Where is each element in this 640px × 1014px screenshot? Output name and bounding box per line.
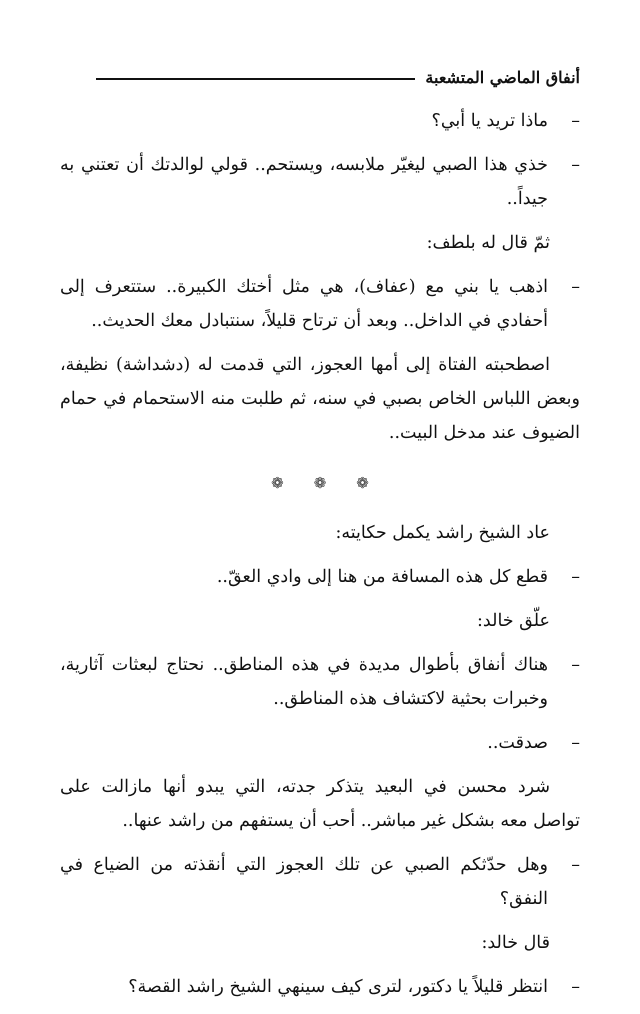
narration-line: عاد الشيخ راشد يكمل حكايته:	[335, 523, 550, 543]
dialogue-dash: –	[571, 567, 580, 587]
dialogue-dash: –	[571, 277, 580, 297]
dialogue-line	[60, 648, 580, 716]
dialogue-dash: –	[571, 977, 580, 997]
page-body	[60, 104, 580, 1014]
dialogue-dash: –	[571, 111, 580, 131]
paragraph: اصطحبته الفتاة إلى أمها العجوز، التي قدمت له (دشداشة) نظيفة، وبعض اللباس الخاص بصبي في سنه، ثم طلبت منه الاستحمام في حمام الضيوف عند مدخل البيت..	[60, 355, 580, 443]
dialogue-text: وهل حدّثكم الصبي عن تلك العجوز التي أنقذته من الضياع في النفق؟	[60, 855, 548, 909]
running-header	[96, 58, 580, 88]
narration-line: قال خالد:	[481, 933, 550, 953]
dialogue-line	[60, 726, 580, 760]
dialogue-dash: –	[571, 155, 580, 175]
narration-line: علّق خالد:	[477, 611, 550, 631]
dialogue-text: صدقت..	[487, 733, 548, 753]
section-divider	[60, 466, 580, 500]
dialogue-dash: –	[571, 733, 580, 753]
flower-ornament-icon: ❁	[356, 474, 369, 492]
dialogue-line	[60, 104, 580, 138]
running-header-title: أنفاق الماضي المتشعبة	[425, 68, 580, 87]
flower-ornament-icon: ❁	[313, 474, 327, 492]
dialogue-text: اذهب يا بني مع (عفاف)، هي مثل أختك الكبيرة.. ستتعرف إلى أحفادي في الداخل.. وبعد أن ترتاح قليلاً، سنتبادل معك الحديث..	[60, 277, 548, 331]
dialogue-line	[60, 848, 580, 916]
dialogue-text: انتظر قليلاً يا دكتور، لترى كيف سينهي الشيخ راشد القصة؟	[128, 977, 548, 997]
dialogue-line	[60, 970, 580, 1004]
dialogue-text: هناك أنفاق بأطوال مديدة في هذه المناطق.. نحتاج لبعثات آثارية، وخبرات بحثية لاكتشاف هذه المناطق..	[60, 655, 548, 709]
dialogue-text: خذي هذا الصبي ليغيّر ملابسه، ويستحم.. قولي لوالدتك أن تعتني به جيداً..	[60, 155, 548, 209]
flower-ornament-icon: ❁	[271, 474, 284, 492]
dialogue-dash: –	[571, 655, 580, 675]
paragraph: شرد محسن في البعيد يتذكر جدته، التي يبدو أنها مازالت على تواصل معه بشكل غير مباشر.. أحب أن يستفهم من راشد عنها..	[60, 777, 580, 831]
dialogue-line	[60, 148, 580, 216]
dialogue-line	[60, 270, 580, 338]
dialogue-text: قطع كل هذه المسافة من هنا إلى وادي العقّ..	[216, 567, 548, 587]
header-rule	[96, 78, 415, 80]
dialogue-line	[60, 560, 580, 594]
narration-line: ثمّ قال له بلطف:	[426, 233, 550, 253]
dialogue-dash: –	[571, 855, 580, 875]
dialogue-text: ماذا تريد يا أبي؟	[431, 111, 548, 131]
